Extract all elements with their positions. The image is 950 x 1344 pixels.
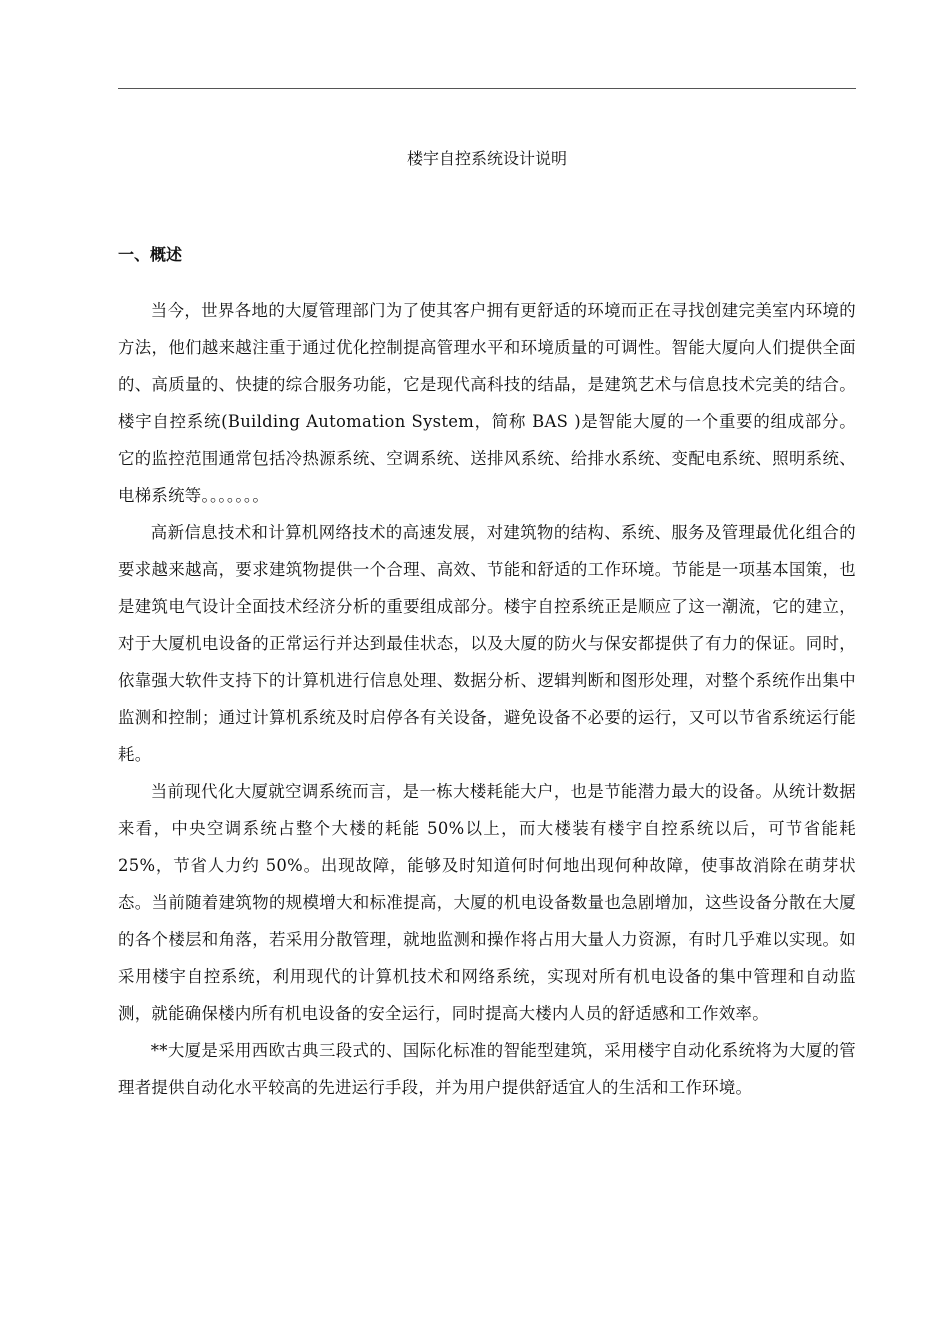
paragraph: 当前现代化大厦就空调系统而言，是一栋大楼耗能大户，也是节能潜力最大的设备。从统计数据来看，中央空调系统占整个大楼的耗能 50%以上，而大楼装有楼宇自控系统以后，可节省能耗 25%，节省人力约 50%。出现故障，能够及时知道何时何地出现何种故障，使事故消除在萌芽状态。当前随着建筑物的规模增大和标准提高，大厦的机电设备数量也急剧增加，这些设备分散在大厦的各个楼层和角落，若采用分散管理，就地监测和操作将占用大量人力资源，有时几乎难以实现。如采用楼宇自控系统，利用现代的计算机技术和网络系统，实现对所有机电设备的集中管理和自动监测，就能确保楼内所有机电设备的安全运行，同时提高大楼内人员的舒适感和工作效率。 <box>118 782 856 1023</box>
paragraph: 当今，世界各地的大厦管理部门为了使其客户拥有更舒适的环境而正在寻找创建完美室内环境的方法，他们越来越注重于通过优化控制提高管理水平和环境质量的可调性。智能大厦向人们提供全面的、高质量的、快捷的综合服务功能，它是现代高科技的结晶，是建筑艺术与信息技术完美的结合。楼宇自控系统(Building Automation System，简称 BAS )是智能大厦的一个重要的组成部分。它的监控范围通常包括冷热源系统、空调系统、送排风系统、给排水系统、变配电系统、照明系统、电梯系统等。。。。。。。 <box>118 301 856 505</box>
document-title: 楼宇自控系统设计说明 <box>406 149 567 168</box>
body-text <box>118 292 856 1106</box>
paragraph: 高新信息技术和计算机网络技术的高速发展，对建筑物的结构、系统、服务及管理最优化组合的要求越来越高，要求建筑物提供一个合理、高效、节能和舒适的工作环境。节能是一项基本国策，也是建筑电气设计全面技术经济分析的重要组成部分。楼宇自控系统正是顺应了这一潮流，它的建立，对于大厦机电设备的正常运行并达到最佳状态，以及大厦的防火与保安都提供了有力的保证。同时，依靠强大软件支持下的计算机进行信息处理、数据分析、逻辑判断和图形处理，对整个系统作出集中监测和控制；通过计算机系统及时启停各有关设备，避免设备不必要的运行，又可以节省系统运行能耗。 <box>118 523 856 764</box>
header-rule <box>118 88 856 89</box>
paragraph: **大厦是采用西欧古典三段式的、国际化标准的智能型建筑，采用楼宇自动化系统将为大厦的管理者提供自动化水平较高的先进运行手段，并为用户提供舒适宜人的生活和工作环境。 <box>118 1041 856 1097</box>
section-heading: 一、概述 <box>118 245 183 264</box>
